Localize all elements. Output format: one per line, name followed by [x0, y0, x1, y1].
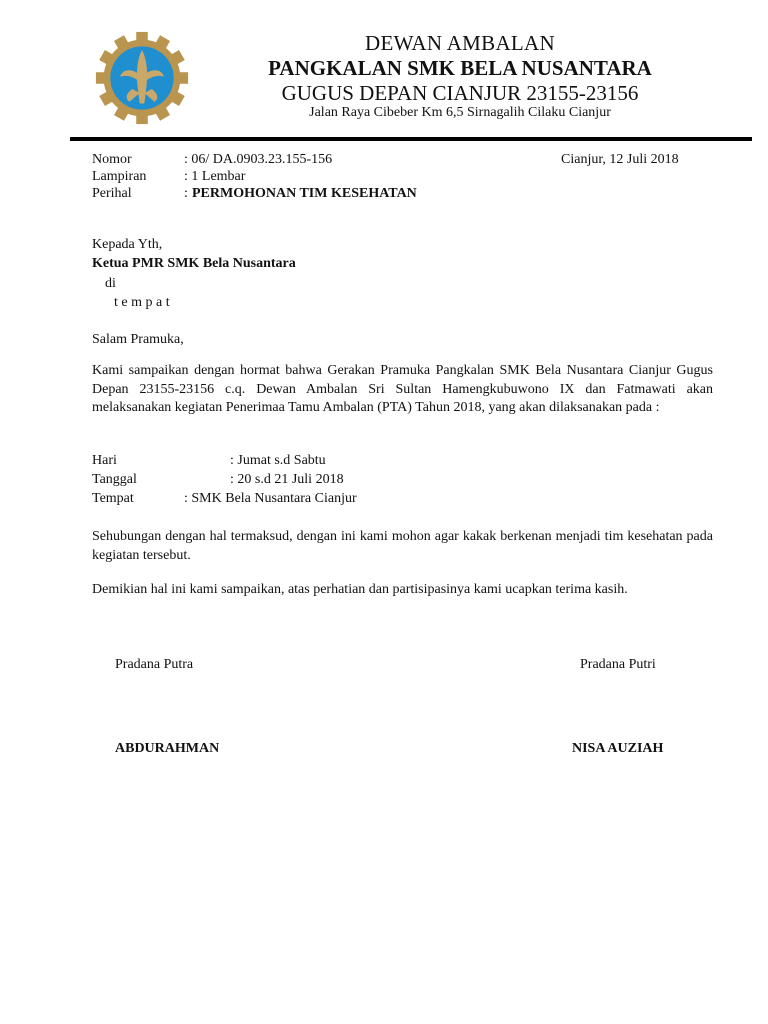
- lampiran-value: : 1 Lembar: [184, 169, 246, 184]
- perihal-colon: :: [184, 186, 188, 201]
- signer-right-name: NISA AUZIAH: [572, 741, 664, 756]
- perihal-label: Perihal: [92, 186, 132, 201]
- nomor-label: Nomor: [92, 152, 132, 167]
- nomor-value: : 06/ DA.0903.23.155-156: [184, 152, 333, 167]
- scout-emblem-logo: [94, 30, 190, 126]
- org-gugus-title: GUGUS DEPAN CIANJUR 23155-23156: [281, 81, 639, 105]
- signer-left-name: ABDURAHMAN: [115, 741, 220, 756]
- recipient-place: t e m p a t: [114, 295, 170, 310]
- body-paragraph-3: Demikian hal ini kami sampaikan, atas perhatian dan partisipasinya kami ucapkan terima kasih.: [92, 582, 628, 597]
- greeting: Kepada Yth,: [92, 237, 163, 252]
- tempat-label: Tempat: [92, 491, 134, 506]
- salutation: Salam Pramuka,: [92, 332, 184, 347]
- recipient-di: di: [105, 276, 116, 291]
- signer-right-title: Pradana Putri: [580, 657, 656, 672]
- tempat-value: : SMK Bela Nusantara Cianjur: [184, 491, 357, 506]
- org-council-title: DEWAN AMBALAN: [365, 31, 555, 55]
- place-date: Cianjur, 12 Juli 2018: [561, 152, 679, 167]
- perihal-value: PERMOHONAN TIM KESEHATAN: [192, 186, 417, 201]
- tanggal-label: Tanggal: [92, 472, 137, 487]
- body-paragraph-2: Sehubungan dengan hal termaksud, dengan ini kami mohon agar kakak berkenan menjadi tim kesehatan pada kegiatan tersebut.: [92, 529, 713, 563]
- body-paragraph-1: Kami sampaikan dengan hormat bahwa Gerakan Pramuka Pangkalan SMK Bela Nusantara Cianjur Gugus Depan 23155-23156 c.q. Dewan Ambalan Sri Sultan Hamengkubuwono IX dan Fatmawati akan melaksanakan kegiatan Penerimaa Tamu Ambalan (PTA) Tahun 2018, yang akan dilaksanakan pada :: [92, 363, 713, 415]
- hari-label: Hari: [92, 453, 117, 468]
- header-divider: [70, 137, 752, 141]
- lampiran-label: Lampiran: [92, 169, 147, 184]
- hari-value: : Jumat s.d Sabtu: [230, 453, 326, 468]
- recipient-name: Ketua PMR SMK Bela Nusantara: [92, 256, 296, 271]
- org-school-title: PANGKALAN SMK BELA NUSANTARA: [268, 56, 652, 80]
- org-address: Jalan Raya Cibeber Km 6,5 Sirnagalih Cilaku Cianjur: [309, 105, 611, 120]
- signer-left-title: Pradana Putra: [115, 657, 194, 672]
- tanggal-value: : 20 s.d 21 Juli 2018: [230, 472, 344, 487]
